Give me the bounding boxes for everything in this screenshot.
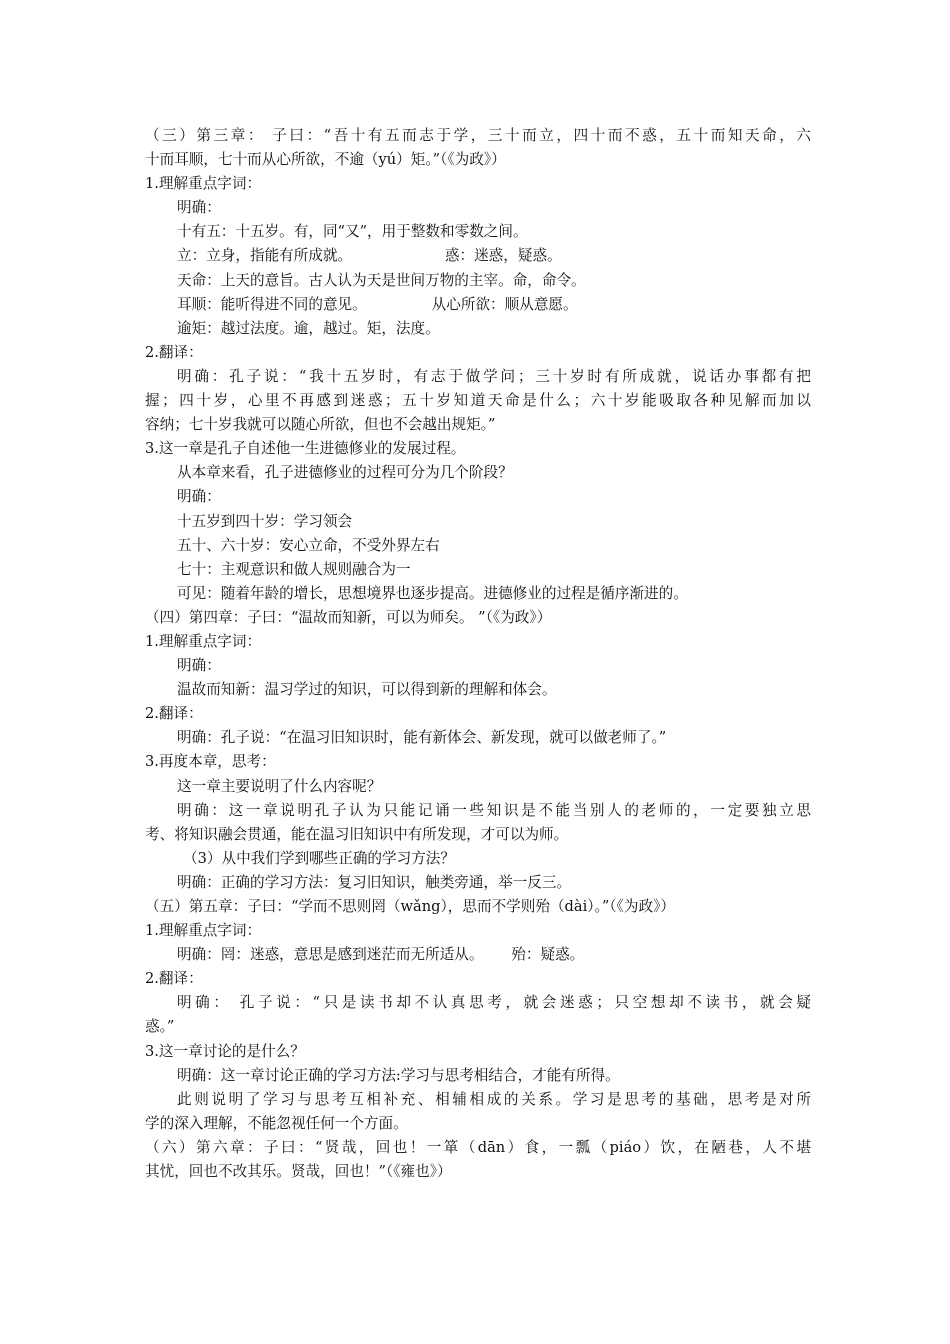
text-line: 明确：这一章说明孔子认为只能记诵一些知识是不能当别人的老师的，一定要独立思: [177, 801, 811, 819]
text-line: 明确：: [177, 199, 221, 217]
text-line: （3）从中我们学到哪些正确的学习方法？: [183, 849, 455, 867]
text-line: （六）第六章：子曰：“贤哉，回也！一箪（dān）食，一瓢（piáo）饮，在陋巷，人不堪: [145, 1138, 811, 1156]
text-line: 其忧，回也不改其乐。贤哉，回也！”（《雍也》）: [145, 1163, 452, 1181]
text-line: 明确：孔子说：“在温习旧知识时，能有新体会、新发现，就可以做老师了。”: [177, 729, 667, 747]
text-line: 明确：这一章讨论正确的学习方法:学习与思考相结合，才能有所得。: [177, 1066, 620, 1084]
text-line: 握；四十岁，心里不再感到迷惑；五十岁知道天命是什么；六十岁能吸取各种见解而加以: [145, 392, 811, 410]
text-line: 这一章主要说明了什么内容呢？: [177, 777, 382, 795]
text-line: 十而耳顺，七十而从心所欲，不逾（yú）矩。”（《为政》）: [145, 151, 506, 169]
document-body: [145, 124, 811, 1184]
text-line: 3.再度本章，思考：: [145, 753, 276, 771]
text-line: 明确：孔子说：“我十五岁时，有志于做学问；三十岁时有所成就，说话办事都有把: [177, 367, 811, 385]
text-line: 明确：正确的学习方法：复习旧知识，触类旁通，举一反三。: [177, 873, 572, 891]
text-line: 容纳；七十岁我就可以随心所欲，但也不会越出规矩。”: [145, 416, 496, 434]
text-line: 2.翻译：: [145, 705, 203, 723]
text-line: 五十、六十岁：安心立命，不受外界左右: [177, 536, 440, 554]
text-line: 学的深入理解，不能忽视任何一个方面。: [145, 1114, 408, 1132]
text-line: 3.这一章讨论的是什么？: [145, 1042, 305, 1060]
text-line: 十有五：十五岁。有，同“又”，用于整数和零数之间。: [177, 223, 528, 241]
text-line: 可见：随着年龄的增长，思想境界也逐步提高。进德修业的过程是循序渐进的。: [177, 584, 688, 602]
text-line: 惑。”: [145, 1018, 175, 1036]
text-line: 2.翻译：: [145, 970, 203, 988]
text-line: 2.翻译：: [145, 343, 203, 361]
text-line: 考、将知识融会贯通，能在温习旧知识中有所发现，才可以为师。: [145, 825, 569, 843]
text-line: 耳顺：能听得进不同的意见。 从心所欲：顺从意愿。: [177, 295, 578, 313]
text-line: 从本章来看，孔子进德修业的过程可分为几个阶段？: [177, 464, 513, 482]
text-line: 立：立身，指能有所成就。 惑：迷惑，疑惑。: [177, 247, 562, 265]
text-line: 明确： 孔子说：“只是读书却不认真思考，就会迷惑；只空想却不读书，就会疑: [177, 994, 811, 1012]
text-line: （三）第三章： 子曰：“吾十有五而志于学，三十而立，四十而不惑，五十而知天命，六: [145, 127, 811, 144]
text-line: 十五岁到四十岁：学习领会: [177, 512, 353, 530]
text-line: 明确：: [177, 488, 221, 506]
text-line: 1.理解重点字词：: [145, 175, 262, 193]
text-line: （四）第四章：子曰：“温故而知新，可以为师矣。 ”（《为政》）: [145, 608, 552, 626]
text-line: 天命：上天的意旨。古人认为天是世间万物的主宰。命，命令。: [177, 271, 586, 289]
text-line: 温故而知新：温习学过的知识，可以得到新的理解和体会。: [177, 681, 557, 699]
text-line: 明确：罔：迷惑，意思是感到迷茫而无所适从。 殆：疑惑。: [177, 946, 585, 964]
text-line: 逾矩：越过法度。逾，越过。矩，法度。: [177, 319, 440, 337]
text-line: 明确：: [177, 657, 221, 675]
text-line: 3.这一章是孔子自述他一生进德修业的发展过程。: [145, 440, 466, 458]
text-line: （五）第五章：子曰：“学而不思则罔（wǎng），思而不学则殆（dài）。”（《为政》）: [145, 898, 675, 915]
text-line: 七十：主观意识和做人规则融合为一: [177, 560, 411, 578]
text-line: 1.理解重点字词：: [145, 922, 262, 940]
text-line: 1.理解重点字词：: [145, 632, 262, 650]
text-line: 此则说明了学习与思考互相补充、相辅相成的关系。学习是思考的基础，思考是对所: [177, 1090, 811, 1108]
